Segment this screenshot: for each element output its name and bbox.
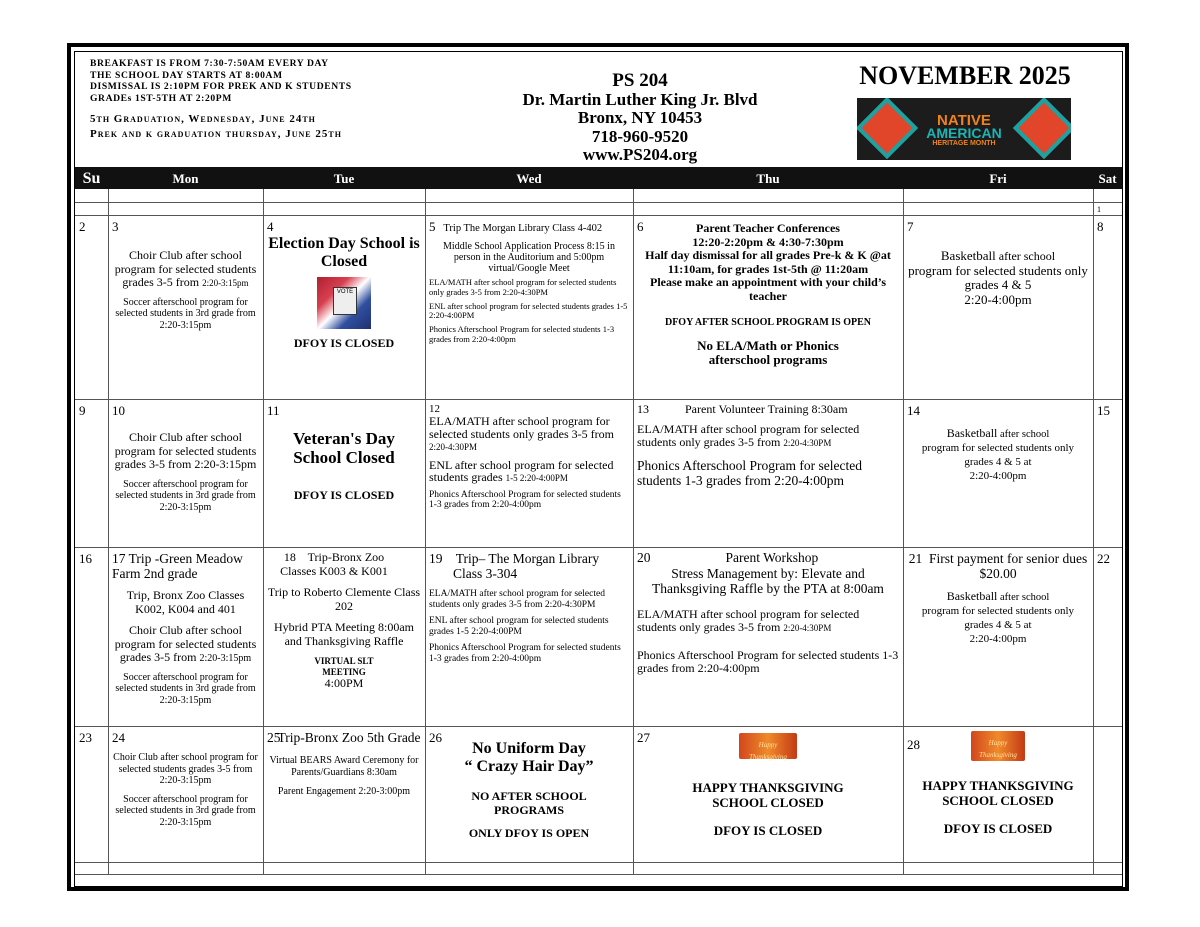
day-number: 3 bbox=[112, 219, 119, 234]
event-soccer: Soccer afterschool program for selected students in 3rd grade from 2:20-3:15pm bbox=[115, 671, 256, 706]
day-number: 23 bbox=[79, 730, 92, 745]
event-enl: ENL after school program for selected students grades 1-5 2:20-4:00PM bbox=[429, 300, 628, 321]
event-choir-club: Choir Club after school program for selected students grades 3-5 from 2:20-3:15pm bbox=[113, 752, 258, 786]
event-dfoy-open: DFOY AFTER SCHOOL PROGRAM IS OPEN bbox=[664, 317, 872, 328]
event-basketball bbox=[907, 590, 1089, 604]
event-ela-math bbox=[429, 415, 629, 453]
event-parent-workshop: Parent Workshop bbox=[725, 550, 819, 565]
event-text: Trip– The Morgan Library Class 3-304 bbox=[453, 551, 600, 581]
banner-line3: HERITAGE MONTH bbox=[932, 140, 996, 147]
day-header bbox=[429, 219, 629, 235]
banner-line2: AMERICAN bbox=[926, 125, 1002, 141]
day-number: 28 bbox=[907, 737, 920, 752]
event-text: Basketball bbox=[946, 426, 998, 440]
day-number: 2 bbox=[79, 219, 86, 234]
event-thanksgiving-closed: HAPPY THANKSGIVING SCHOOL CLOSED bbox=[922, 778, 1074, 808]
event-slt-time: 4:00PM bbox=[324, 676, 364, 690]
day-number: 4 bbox=[267, 219, 274, 234]
day-header bbox=[637, 403, 899, 417]
event-text: after school bbox=[997, 592, 1050, 603]
month-title: NOVEMBER 2025 bbox=[859, 61, 1071, 90]
day-number: 11 bbox=[267, 403, 280, 418]
day-number: 14 bbox=[907, 403, 920, 418]
event-time: 1-5 2:20-4:00PM bbox=[505, 473, 568, 483]
event-dfoy-closed: DFOY IS CLOSED bbox=[943, 821, 1053, 836]
event-phonics: Phonics Afterschool Program for selected students 1-3 grades from 2:20-4:00pm bbox=[637, 647, 899, 675]
weekday-thu: Thu bbox=[756, 171, 780, 186]
day-cell-14 bbox=[903, 400, 1093, 547]
event-text: Choir Club after school program for selected students grades 3-5 from bbox=[114, 623, 257, 664]
event-time: 2:20-4:30PM bbox=[783, 438, 832, 448]
event-soccer: Soccer afterschool program for selected students in 3rd grade from 2:20-3:15pm bbox=[115, 793, 256, 828]
day-number: 10 bbox=[112, 403, 125, 418]
grid-line bbox=[75, 202, 1122, 203]
day-number: 1 bbox=[1097, 205, 1101, 214]
day-number: 6 bbox=[637, 219, 644, 234]
event-basketball-time: 2:20-4:00pm bbox=[969, 469, 1027, 482]
event-senior-dues bbox=[907, 551, 1089, 581]
event-thanksgiving-closed: HAPPY THANKSGIVING SCHOOL CLOSED bbox=[692, 780, 844, 810]
event-ela-math: ELA/MATH after school program for selected students only grades 3-5 from 2:20-4:30PM bbox=[429, 589, 605, 610]
event-enl: ENL after school program for selected students grades 1-5 2:20-4:00PM bbox=[429, 616, 609, 637]
event-trip-bronx-zoo: Trip-Bronx Zoo 5th Grade bbox=[277, 730, 421, 745]
event-ptc-times: 12:20-2:20pm & 4:30-7:30pm bbox=[692, 234, 844, 249]
school-city: Bronx, NY 10453 bbox=[577, 108, 703, 127]
event-text: Choir Club after school program for selected students grades 3-5 from bbox=[114, 248, 257, 289]
event-phonics: Phonics Afterschool Program for selected students 1-3 grades from 2:20-4:00pm bbox=[637, 457, 862, 488]
day-number: 5 bbox=[429, 219, 436, 234]
grid-line bbox=[75, 862, 1122, 863]
event-ela-math: ELA/MATH after school program for selected students only grades 3-5 from 2:20-4:30PM bbox=[429, 277, 617, 297]
event-election-day: Election Day School is Closed bbox=[268, 235, 420, 270]
event-dfoy-closed: DFOY IS CLOSED bbox=[713, 823, 823, 838]
event-basketball-detail: program for selected students only grades 4 & 5 at bbox=[921, 441, 1075, 468]
day-cell-11 bbox=[263, 400, 425, 547]
banner-diamond-right bbox=[1013, 98, 1071, 159]
event-veterans-day: Veteran's Day School Closed bbox=[293, 429, 395, 467]
vote-label: VOTE bbox=[333, 287, 357, 315]
weekday-tue: Tue bbox=[333, 171, 355, 186]
event-trip-bronx-zoo: Trip, Bronx Zoo Classes K002, K004 and 401 bbox=[126, 588, 245, 616]
event-text: ELA/MATH after school program for selected students only grades 3-5 from bbox=[637, 421, 860, 449]
event-text: ELA/MATH after school program for selected students only grades 3-5 from bbox=[429, 414, 614, 441]
event-stress-management: Stress Management by: Elevate and Thanksgiving Raffle by the PTA at 8:00am bbox=[652, 565, 884, 596]
weekday-wed: Wed bbox=[516, 171, 542, 186]
event-trip: Trip The Morgan Library Class 4-402 bbox=[443, 223, 603, 234]
event-basketball-time: 2:20-4:00pm bbox=[969, 632, 1027, 645]
day-cell-27 bbox=[633, 727, 903, 862]
day-cell-10 bbox=[108, 400, 263, 547]
note-dismissal: DISMISSAL IS 2:10PM FOR PREK AND K STUDENTS bbox=[90, 81, 352, 93]
banner-line1: NATIVE bbox=[937, 112, 991, 129]
day-cell-17 bbox=[108, 548, 263, 726]
day-cell-21 bbox=[903, 548, 1093, 726]
event-bears-award: Virtual BEARS Award Ceremony for Parents/Guardians 8:30am bbox=[269, 755, 419, 778]
event-trip-roberto-clemente: Trip to Roberto Clemente Class 202 bbox=[267, 585, 421, 613]
event-basketball-detail: program for selected students only grades 4 & 5 bbox=[908, 262, 1088, 292]
heritage-month-banner bbox=[857, 98, 1071, 160]
event-text: ENL after school program for selected students grades bbox=[429, 457, 614, 484]
thanksgiving-image-label: Happy Thanksgiving bbox=[749, 741, 787, 761]
thanksgiving-image bbox=[971, 731, 1025, 761]
note-start: THE SCHOOL DAY STARTS AT 8:00AM bbox=[90, 69, 283, 81]
event-trip-bronx-zoo bbox=[267, 551, 421, 578]
note-grades: GRADEs 1ST-5TH AT 2:20PM bbox=[90, 92, 232, 104]
day-number: 21 bbox=[908, 551, 923, 566]
event-ptc: Parent Teacher Conferences bbox=[696, 221, 840, 235]
event-basketball bbox=[907, 249, 1089, 264]
event-choir-club bbox=[112, 249, 259, 290]
day-cell-18 bbox=[263, 548, 425, 726]
day-cell-4 bbox=[263, 216, 425, 399]
day-cell-23 bbox=[75, 727, 108, 862]
event-slt-meeting: VIRTUAL SLT MEETING bbox=[314, 656, 374, 677]
day-cell-6 bbox=[633, 216, 903, 399]
day-cell-3 bbox=[108, 216, 263, 399]
day-cell-28 bbox=[903, 727, 1093, 862]
day-cell-7 bbox=[903, 216, 1093, 399]
event-choir-club: Choir Club after school program for selected students grades 3-5 from 2:20-3:15pm bbox=[114, 430, 257, 471]
day-number: 24 bbox=[112, 730, 125, 745]
event-text: Basketball bbox=[946, 589, 998, 603]
event-basketball-time: 2:20-4:00pm bbox=[964, 291, 1032, 307]
day-cell-15 bbox=[1093, 400, 1122, 547]
day-number: 13 bbox=[637, 402, 649, 416]
day-cell-12 bbox=[425, 400, 633, 547]
calendar-grid bbox=[75, 189, 1122, 874]
day-number: 20 bbox=[637, 550, 651, 565]
note-breakfast: BREAKFAST IS FROM 7:30-7:50AM EVERY DAY bbox=[90, 58, 329, 69]
day-cell-22 bbox=[1093, 548, 1122, 726]
event-dfoy-closed: DFOY IS CLOSED bbox=[293, 488, 395, 502]
event-text: ELA/MATH after school program for selected students only grades 3-5 from bbox=[637, 606, 860, 634]
thanksgiving-image bbox=[739, 733, 797, 759]
thanksgiving-image-label: Happy Thanksgiving bbox=[979, 739, 1017, 759]
event-time: 2:20-3:15pm bbox=[202, 278, 249, 288]
event-soccer: Soccer afterschool program for selected students in 3rd grade from 2:20-3:15pm bbox=[115, 478, 256, 513]
school-street: Dr. Martin Luther King Jr. Blvd bbox=[522, 89, 758, 109]
event-text: after school bbox=[997, 429, 1050, 440]
event-crazy-hair-day: “ Crazy Hair Day” bbox=[464, 758, 594, 775]
vote-image bbox=[317, 277, 371, 329]
day-number: 25 bbox=[267, 730, 281, 745]
event-basketball-detail: program for selected students only grades 4 & 5 at bbox=[921, 604, 1075, 631]
day-cell-20 bbox=[633, 548, 903, 726]
event-appointment: Please make an appointment with your child’s teacher bbox=[649, 275, 886, 303]
day-number: 18 bbox=[283, 550, 296, 564]
note-prek-graduation: Prek and k graduation thursday, June 25th bbox=[90, 128, 342, 141]
day-number: 19 bbox=[429, 551, 443, 566]
event-ela-math bbox=[637, 423, 899, 450]
event-soccer: Soccer afterschool program for selected students in 3rd grade from 2:20-3:15pm bbox=[115, 296, 256, 331]
event-time: 2:20-4:30PM bbox=[783, 623, 832, 633]
day-number: 12 bbox=[429, 403, 440, 415]
event-dfoy-open: ONLY DFOY IS OPEN bbox=[468, 826, 590, 840]
event-text: Trip -Green Meadow Farm 2nd grade bbox=[112, 551, 243, 581]
event-time: 2:20-3:15pm bbox=[199, 653, 252, 664]
event-choir-club bbox=[112, 624, 259, 665]
day-number: 27 bbox=[637, 730, 650, 745]
day-cell-19 bbox=[425, 548, 633, 726]
day-cell-26 bbox=[425, 727, 633, 862]
event-middle-school-application: Middle School Application Process 8:15 in person in the Auditorium and 5:00pm virtual/Google Meet bbox=[443, 241, 615, 274]
school-notes bbox=[90, 58, 400, 142]
event-basketball bbox=[907, 427, 1089, 441]
day-header bbox=[637, 551, 899, 566]
event-time: 2:20-4:30PM bbox=[429, 442, 478, 452]
day-number: 16 bbox=[79, 551, 92, 566]
event-pta-meeting: Hybrid PTA Meeting 8:00am and Thanksgiving Raffle bbox=[273, 620, 415, 648]
day-cell-5 bbox=[425, 216, 633, 399]
event-trip-morgan-library bbox=[429, 551, 629, 581]
day-cell-8 bbox=[1093, 216, 1122, 399]
day-cell-9 bbox=[75, 400, 108, 547]
weekday-mon: Mon bbox=[172, 171, 199, 186]
event-text: First payment for senior dues $20.00 bbox=[929, 551, 1088, 581]
weekday-header bbox=[75, 167, 1122, 189]
event-trip-green-meadow bbox=[112, 551, 259, 581]
event-no-uniform-day: No Uniform Day bbox=[472, 740, 586, 757]
banner-diamond-left bbox=[857, 98, 918, 159]
day-cell-13 bbox=[633, 400, 903, 547]
day-cell-16 bbox=[75, 548, 108, 726]
day-number: 17 bbox=[112, 551, 126, 566]
event-parent-volunteer-training: Parent Volunteer Training 8:30am bbox=[685, 402, 848, 416]
grid-line bbox=[75, 874, 1122, 875]
event-text: Trip-Bronx Zoo Classes K003 & K001 bbox=[280, 550, 388, 578]
event-ela-math bbox=[637, 608, 899, 635]
event-no-programs: No ELA/Math or Phonics afterschool programs bbox=[697, 337, 839, 367]
weekday-su: Su bbox=[82, 170, 101, 187]
day-number: 7 bbox=[907, 219, 914, 234]
weekday-fri: Fri bbox=[989, 171, 1007, 186]
day-number: 22 bbox=[1097, 551, 1110, 566]
event-no-after-school: NO AFTER SCHOOL PROGRAMS bbox=[471, 789, 587, 817]
event-enl bbox=[429, 459, 629, 484]
school-info bbox=[510, 72, 770, 165]
event-text: Basketball bbox=[940, 248, 996, 263]
day-number: 9 bbox=[79, 403, 86, 418]
day-cell-2 bbox=[75, 216, 108, 399]
day-number: 26 bbox=[429, 730, 442, 745]
day-number: 8 bbox=[1097, 219, 1104, 234]
weekday-sat: Sat bbox=[1098, 171, 1117, 186]
day-cell-25 bbox=[263, 727, 425, 862]
school-website: www.PS204.org bbox=[582, 145, 698, 164]
note-5th-graduation: 5th Graduation, Wednesday, June 24th bbox=[90, 113, 316, 126]
event-half-day: Half day dismissal for all grades Pre-k & K @at 11:10am, for grades 1st-5th @ 11:20am bbox=[645, 248, 891, 276]
school-name: PS 204 bbox=[612, 70, 668, 91]
event-text: after school bbox=[995, 249, 1056, 263]
event-dfoy-closed: DFOY IS CLOSED bbox=[293, 336, 395, 350]
event-phonics: Phonics Afterschool Program for selected students 1-3 grades from 2:20-4:00pm bbox=[429, 643, 621, 664]
day-cell-24 bbox=[108, 727, 263, 862]
event-parent-engagement: Parent Engagement 2:20-3:00pm bbox=[277, 786, 411, 797]
event-phonics: Phonics Afterschool Program for selected students 1-3 grades from 2:20-4:00pm bbox=[429, 324, 615, 344]
school-phone: 718-960-9520 bbox=[591, 126, 689, 146]
event-phonics: Phonics Afterschool Program for selected students 1-3 grades from 2:20-4:00pm bbox=[429, 489, 621, 510]
day-number: 15 bbox=[1097, 403, 1110, 418]
